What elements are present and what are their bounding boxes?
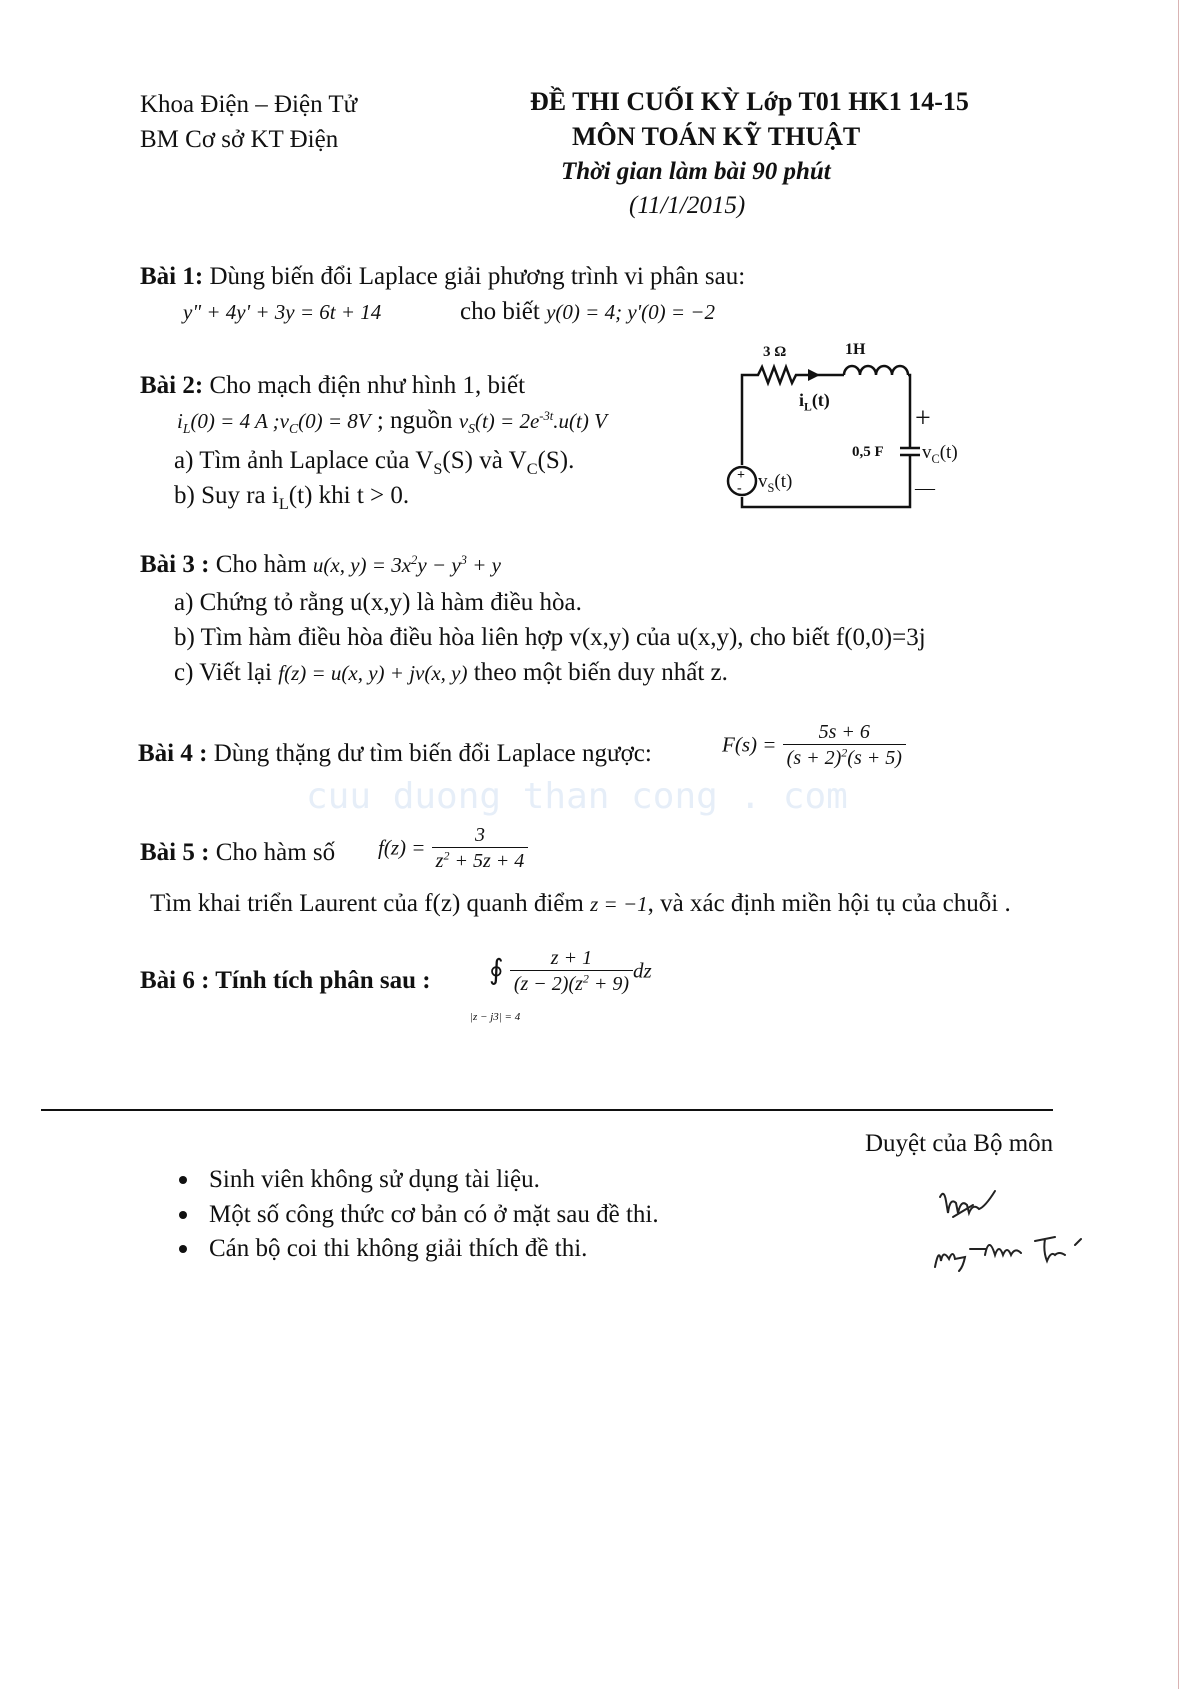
problem-1-given: [460, 299, 715, 324]
page-edge: [1178, 0, 1180, 1689]
fs-num: 5s + 6: [818, 721, 870, 743]
approval-label: Duyệt của Bộ môn: [865, 1130, 1054, 1157]
u-end: + y: [466, 553, 501, 577]
problem-2a: [174, 447, 575, 478]
inductor-label: 1H: [845, 341, 866, 358]
current-label: [799, 390, 830, 414]
p5-point: z = −1: [590, 892, 648, 916]
watermark: cuu duong than cong . com: [306, 776, 848, 817]
fs-den-a: (s + 2): [786, 747, 842, 769]
il-label-end: (t): [811, 390, 830, 410]
vc: v: [279, 409, 289, 433]
vs-sub: S: [468, 421, 475, 437]
problem-1-text: Dùng biến đổi Laplace giải phương trình vi phân sau:: [203, 263, 746, 290]
il-label: i: [799, 390, 805, 410]
current-arrow-icon: [808, 369, 820, 381]
problem-5: [140, 840, 335, 865]
vs-label-sub: S: [767, 480, 775, 495]
p2a-text: a) Tìm ảnh Laplace của V: [174, 447, 434, 474]
problem-2-conditions: [177, 407, 607, 437]
fz-den-sup: 2: [443, 848, 450, 863]
int-den-sup: 2: [582, 971, 589, 986]
fs-den-sup: 2: [841, 745, 848, 760]
subject-title: MÔN TOÁN KỸ THUẬT: [572, 122, 861, 151]
initial-conditions: y(0) = 4; y'(0) = −2: [546, 300, 715, 324]
problem-4-text: Dùng thặng dư tìm biến đổi Laplace ngược:: [207, 740, 652, 767]
p5-pre: Tìm khai triển Laurent của f(z) quanh điểm: [150, 890, 591, 917]
u-sup2: 3: [460, 553, 467, 567]
fz-den-a: z: [435, 850, 444, 872]
problem-3-label: Bài 3 :: [140, 551, 210, 578]
il-label-sub: L: [804, 400, 812, 414]
given-label: cho biết: [460, 298, 540, 325]
problem-2: [140, 373, 525, 398]
p2a-mid: (S) và V: [442, 447, 527, 474]
problem-3a: a) Chứng tỏ rằng u(x,y) là hàm điều hòa.: [174, 589, 582, 616]
circuit-wires: [700, 345, 940, 515]
p5-post: , và xác định miền hội tụ của chuỗi .: [647, 890, 1011, 917]
problem-6: [140, 968, 431, 993]
integral-contour: |z − j3| = 4: [470, 1011, 521, 1023]
problem-2-label: Bài 2:: [140, 372, 204, 399]
vc-label: [922, 442, 958, 466]
department-line2: BM Cơ sở KT Điện: [140, 126, 339, 153]
note-1: Sinh viên không sử dụng tài liệu.: [209, 1166, 540, 1193]
fz-lhs: f(z) =: [378, 835, 426, 860]
problem-4-formula: [722, 722, 906, 768]
note-3: Cán bộ coi thi không giải thích đề thi.: [209, 1235, 588, 1262]
bullet-icon: [179, 1176, 187, 1184]
p2b-text: b) Suy ra i: [174, 482, 279, 509]
source-label: [758, 471, 793, 495]
problem-6-text: Tính tích phân sau :: [209, 967, 431, 994]
problem-2-text: Cho mạch điện như hình 1, biết: [203, 372, 526, 399]
problem-6-formula: [489, 948, 652, 994]
vs-rest: .u(t) V: [553, 409, 607, 433]
il-value: (0) = 4 A ;: [190, 409, 280, 433]
p3c-eq: f(z) = u(x, y) + jv(x, y): [278, 661, 468, 685]
vs-label-end: (t): [774, 471, 793, 492]
resistor-label: 3 Ω: [763, 344, 787, 360]
problem-4-label: Bài 4 :: [138, 740, 208, 767]
fs-den: [783, 744, 906, 768]
exam-date: (11/1/2015): [629, 192, 746, 219]
problem-3c: [174, 660, 728, 685]
problem-2b: [174, 482, 410, 513]
signature: [925, 1175, 1115, 1275]
problem-3: [140, 552, 501, 577]
fs-lhs: F(s) =: [722, 732, 777, 757]
problem-1: [140, 264, 745, 289]
capacitor-label: 0,5 F: [852, 444, 884, 460]
u-func: u(x, y) = 3x: [312, 553, 412, 577]
vs-expr: (t) = 2e: [474, 409, 540, 433]
plus-sign: +: [915, 403, 931, 434]
vs: v: [458, 409, 469, 433]
il: i: [177, 409, 183, 433]
u-sup1: 2: [411, 553, 418, 567]
vc-sub: C: [289, 421, 299, 437]
vs-exp: -3t: [539, 409, 554, 423]
problem-5-formula: [378, 825, 528, 871]
problem-4: [138, 741, 652, 766]
department-line1: Khoa Điện – Điện Tử: [140, 91, 358, 118]
p2a-sub1: S: [433, 460, 443, 478]
problem-3-text: Cho hàm: [209, 551, 313, 578]
fz-num: 3: [474, 824, 485, 846]
p3c-post: theo một biến duy nhất z.: [467, 659, 728, 686]
minus-sign: —: [915, 477, 935, 499]
int-den-b: + 9): [588, 973, 630, 995]
fs-den-b: (s + 5): [847, 747, 902, 769]
problem-5-line2: [150, 891, 1011, 916]
problem-5-label: Bài 5 :: [140, 839, 210, 866]
int-den-a: (z − 2)(z: [513, 973, 583, 995]
u-mid: y − y: [417, 553, 461, 577]
p2a-end: (S).: [537, 447, 575, 474]
p3c-pre: c) Viết lại: [174, 659, 279, 686]
vc-label-v: v: [922, 442, 932, 463]
bullet-icon: [179, 1245, 187, 1253]
vs-label: v: [758, 471, 768, 492]
svg-text:+: +: [737, 468, 745, 483]
integrand: [510, 948, 633, 994]
p2a-sub2: C: [526, 460, 538, 478]
p2b-sub: L: [278, 495, 289, 513]
int-num: z + 1: [550, 947, 593, 969]
exam-title: ĐỀ THI CUỐI KỲ Lớp T01 HK1 14-15: [530, 87, 969, 116]
vc-label-sub: C: [931, 451, 940, 466]
dz: dz: [633, 958, 652, 983]
fz-den-b: + 5z + 4: [449, 850, 525, 872]
svg-text:-: -: [737, 481, 742, 496]
vc-label-end: (t): [939, 442, 958, 463]
divider: [41, 1109, 1053, 1111]
exam-duration: Thời gian làm bài 90 phút: [561, 158, 831, 185]
il-sub: L: [182, 421, 191, 437]
vc-value: (0) = 8V: [298, 409, 371, 433]
p2b-end: (t) khi t > 0.: [288, 482, 410, 509]
bullet-icon: [179, 1211, 187, 1219]
problem-5-text: Cho hàm số: [209, 839, 336, 866]
source-label: ; nguồn: [370, 407, 459, 434]
problem-3b: b) Tìm hàm điều hòa điều hòa liên hợp v(x,y) của u(x,y), cho biết f(0,0)=3j: [174, 624, 926, 651]
problem-1-label: Bài 1:: [140, 263, 204, 290]
circuit-diagram: [700, 341, 958, 515]
problem-1-equation: y" + 4y' + 3y = 6t + 14: [183, 300, 382, 324]
fs-fraction: [783, 722, 906, 768]
contour-integral-icon: ∮: [489, 955, 504, 986]
fz-fraction: [432, 825, 529, 871]
note-2: Một số công thức cơ bản có ở mặt sau đề thi.: [209, 1201, 659, 1228]
problem-6-label: Bài 6 :: [140, 967, 210, 994]
